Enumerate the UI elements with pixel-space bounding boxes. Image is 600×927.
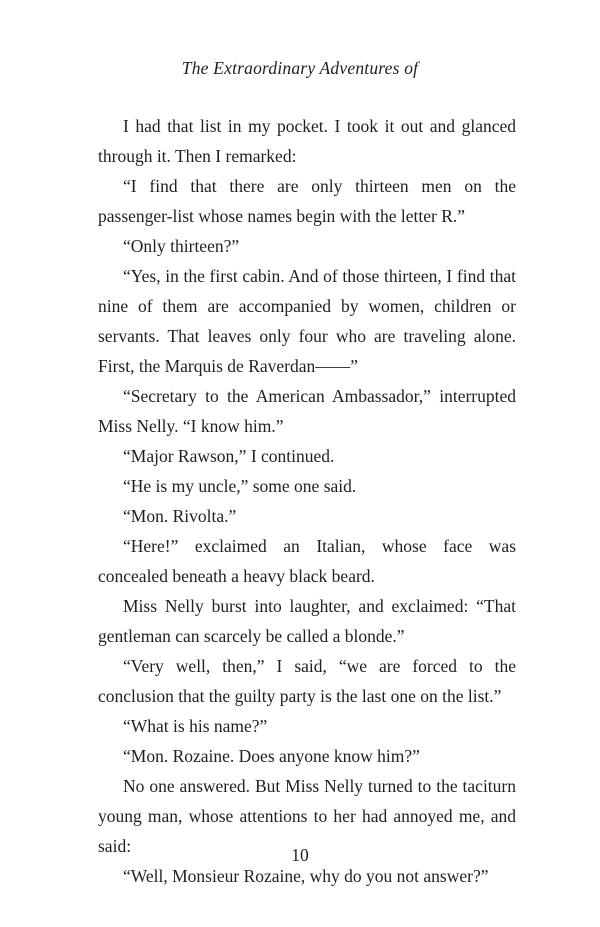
running-head: The Extraordinary Adventures of — [181, 58, 419, 78]
paragraph: “What is his name?” — [123, 716, 268, 736]
paragraph: “I find that there are only thirteen men on the passenger-list whose names begin with the letter R.” — [98, 176, 516, 226]
paragraph: “Here!” exclaimed an Italian, whose face was concealed beneath a heavy black beard. — [98, 536, 516, 586]
paragraph: “Mon. Rivolta.” — [123, 506, 237, 526]
paragraph: “He is my uncle,” some one said. — [123, 476, 357, 496]
paragraph: Miss Nelly burst into laughter, and exclaimed: “That gentleman can scarcely be called a blonde.” — [98, 596, 516, 646]
paragraph: “Well, Monsieur Rozaine, why do you not answer?” — [123, 866, 489, 886]
paragraph: “Secretary to the American Ambassador,” interrupted Miss Nelly. “I know him.” — [98, 386, 516, 436]
paragraph: “Only thirteen?” — [123, 236, 240, 256]
paragraph: No one answered. But Miss Nelly turned to the taciturn young man, whose attentions to her had annoyed me, and said: — [98, 776, 516, 856]
paragraph: I had that list in my pocket. I took it out and glanced through it. Then I remarked: — [98, 116, 516, 166]
paragraph: “Yes, in the first cabin. And of those thirteen, I find that nine of them are accompanied by women, children or servants. That leaves only four who are traveling alone. First, the Marquis de Raverdan——” — [98, 266, 516, 376]
body-text — [98, 111, 516, 891]
paragraph: “Major Rawson,” I continued. — [123, 446, 335, 466]
page-number: 10 — [291, 845, 309, 865]
paragraph: “Mon. Rozaine. Does anyone know him?” — [123, 746, 420, 766]
paragraph: “Very well, then,” I said, “we are forced to the conclusion that the guilty party is the last one on the list.” — [98, 656, 516, 706]
